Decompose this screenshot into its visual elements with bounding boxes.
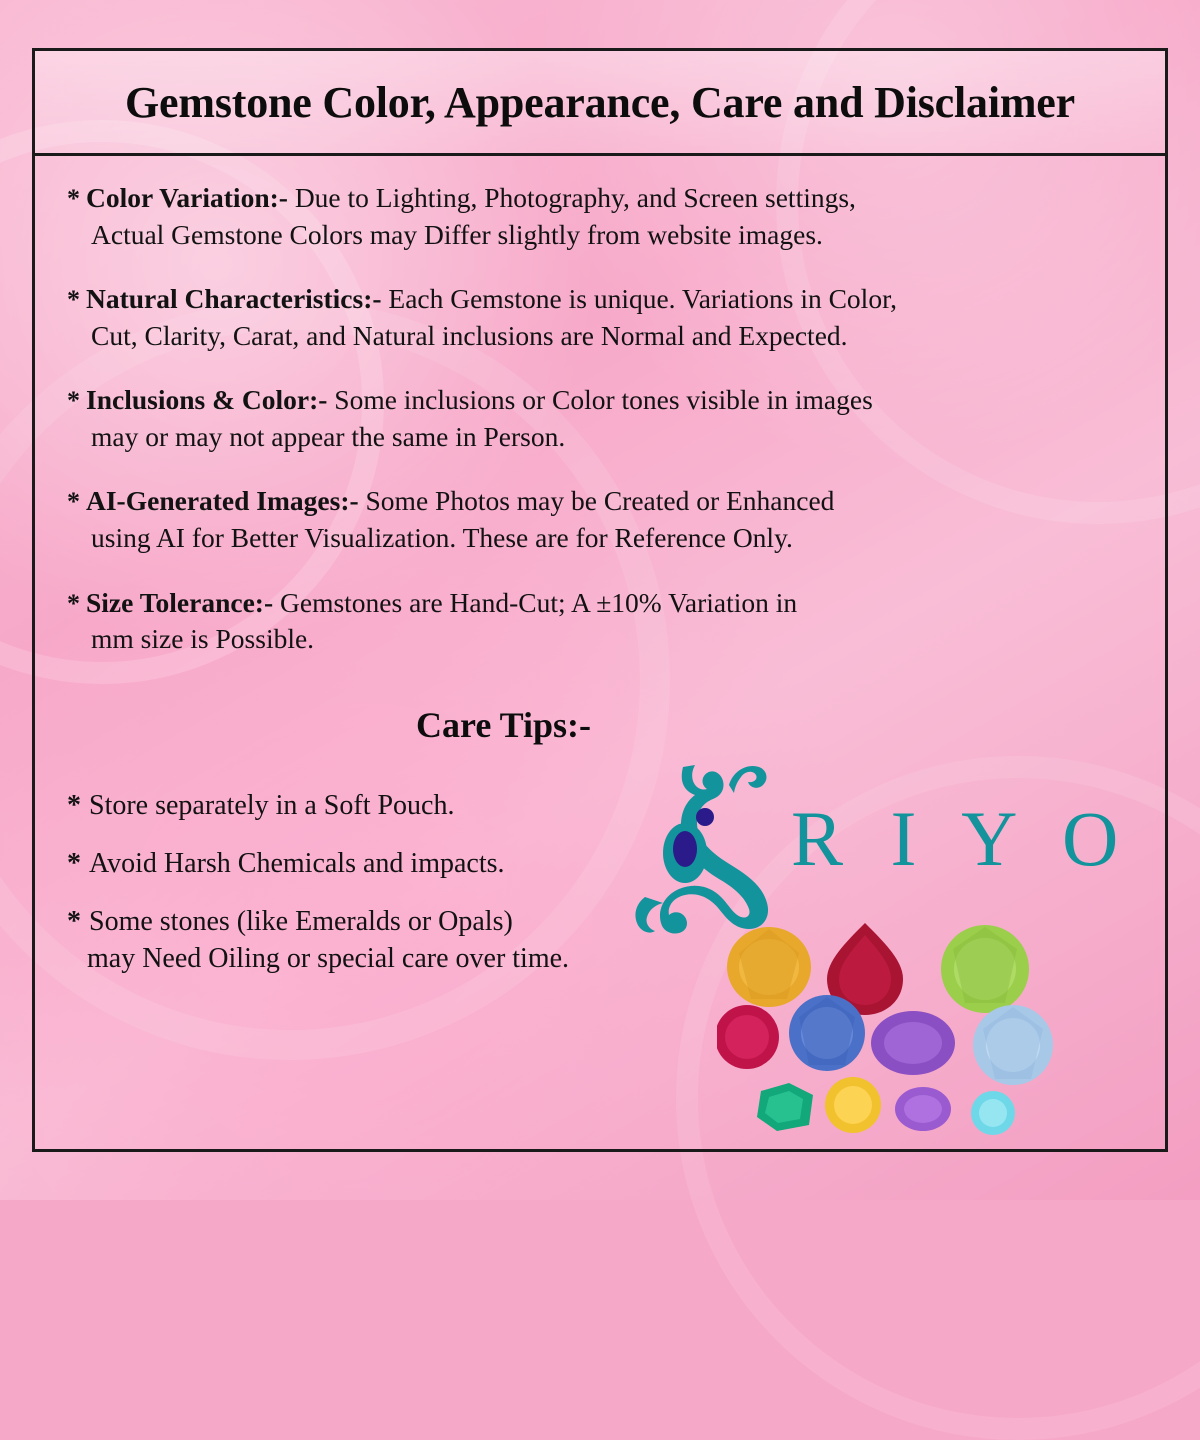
care-line-2: may Need Oiling or special care over time. <box>87 942 570 974</box>
bullet-marker: * <box>67 487 80 517</box>
brand-name: R I Y O <box>791 795 1133 882</box>
disclaimer-bullet <box>61 281 1139 354</box>
bullet-line-1: Due to Lighting, Photography, and Screen settings, <box>287 182 856 213</box>
bullet-marker: * <box>67 848 81 880</box>
bullet-marker: * <box>67 386 80 416</box>
bullet-marker: * <box>67 588 80 618</box>
bullet-line-2: using AI for Better Visualization. These are for Reference Only. <box>91 522 793 553</box>
disclaimer-bullet <box>61 585 1139 658</box>
disclaimer-body <box>35 156 1165 977</box>
care-tips-heading: Care Tips:- <box>416 704 592 745</box>
disclaimer-bullet <box>61 483 1139 556</box>
bullet-line-1: Each Gemstone is unique. Variations in Color, <box>381 283 897 315</box>
content-card <box>32 48 1168 1152</box>
title-bar <box>35 51 1165 156</box>
bullet-line-1: Gemstones are Hand-Cut; A ±10% Variation in <box>273 586 798 618</box>
gem-peridot <box>941 925 1029 1013</box>
care-list-item <box>61 788 1139 824</box>
care-line-1: Some stones (like Emeralds or Opals) <box>89 906 513 938</box>
gem-amethyst <box>871 1011 955 1075</box>
gemstones-illustration <box>717 915 1147 1135</box>
gem-topaz <box>971 1091 1015 1135</box>
bullet-line-2: may or may not appear the same in Person. <box>91 420 566 452</box>
bullet-label: Color Variation:- <box>86 182 288 213</box>
bullet-line-1: Some inclusions or Color tones visible in images <box>327 384 873 416</box>
gem-sapphire <box>789 995 865 1071</box>
gem-aquamarine <box>973 1005 1053 1085</box>
disclaimer-bullet <box>61 382 1139 455</box>
gem-citrine <box>727 927 811 1007</box>
care-list-item <box>61 846 1139 882</box>
care-heading-row <box>61 686 1139 782</box>
disclaimer-bullet <box>61 180 1139 253</box>
bullet-label: Size Tolerance:- <box>86 586 274 618</box>
bullet-label: Inclusions & Color:- <box>86 384 328 416</box>
bullet-marker: * <box>67 789 81 821</box>
care-line-1: Store separately in a Soft Pouch. <box>89 789 455 821</box>
bullet-marker: * <box>67 184 80 213</box>
page-title: Gemstone Color, Appearance, Care and Disclaimer <box>125 77 1075 127</box>
gem-yellow-citrine <box>825 1077 881 1133</box>
gem-emerald <box>757 1083 813 1131</box>
bullet-label: AI-Generated Images:- <box>86 485 359 517</box>
bullet-label: Natural Characteristics:- <box>86 283 382 315</box>
bullet-marker: * <box>67 285 80 315</box>
bullet-line-2: Actual Gemstone Colors may Differ slightly from website images. <box>91 218 823 250</box>
bullet-line-2: Cut, Clarity, Carat, and Natural inclusions are Normal and Expected. <box>91 319 848 351</box>
care-line-1: Avoid Harsh Chemicals and impacts. <box>89 848 505 880</box>
bullet-line-1: Some Photos may be Created or Enhanced <box>358 485 835 517</box>
gem-amethyst-small <box>895 1087 951 1131</box>
bullet-line-2: mm size is Possible. <box>91 623 315 655</box>
bullet-marker: * <box>67 906 81 938</box>
gem-ruby <box>717 1005 779 1069</box>
